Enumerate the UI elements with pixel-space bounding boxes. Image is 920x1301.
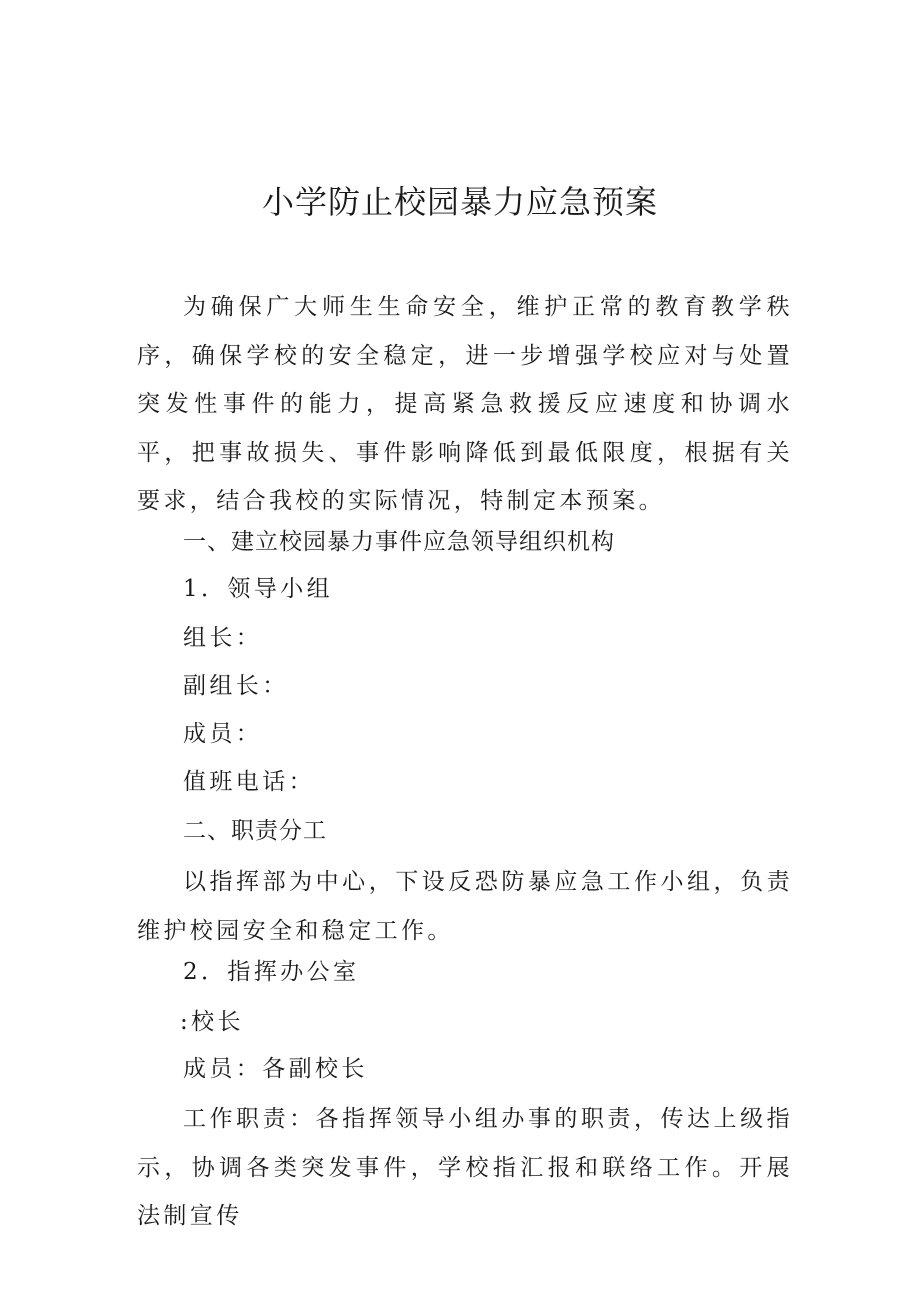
document-title: 小学防止校园暴力应急预案	[261, 183, 658, 221]
deputy-leader-label: 副组长：	[183, 673, 289, 699]
section1-heading: 一、建立校园暴力事件应急领导组织机构	[183, 529, 615, 555]
duties-paragraph: 工作职责：各指挥领导小组办事的职责，传达上级指示，协调各类突发事件，学校指汇报和联络工作。开展法制宣传	[137, 1106, 793, 1229]
office-head-label: :校长	[180, 1009, 244, 1035]
office-members-label: 成员：各副校长	[183, 1056, 368, 1082]
responsibility-paragraph: 以指挥部为中心，下设反恐防暴应急工作小组，负责维护校园安全和稳定工作。	[137, 869, 793, 944]
leadership-group-label: 1．领导小组	[183, 576, 334, 602]
intro-paragraph: 为确保广大师生生命安全，维护正常的教育教学秩序，确保学校的安全稳定，进一步增强学校应对与处置突发性事件的能力，提高紧急救援反应速度和协调水平，把事故损失、事件影响降低到最低限度，根据有关要求，结合我校的实际情况，特制定本预案。	[137, 294, 793, 514]
members-label: 成员：	[183, 721, 263, 747]
command-office-label: 2．指挥办公室	[183, 959, 360, 985]
group-leader-label: 组长：	[183, 625, 263, 651]
duty-phone-label: 值班电话：	[183, 769, 315, 795]
section2-heading: 二、职责分工	[183, 818, 327, 844]
